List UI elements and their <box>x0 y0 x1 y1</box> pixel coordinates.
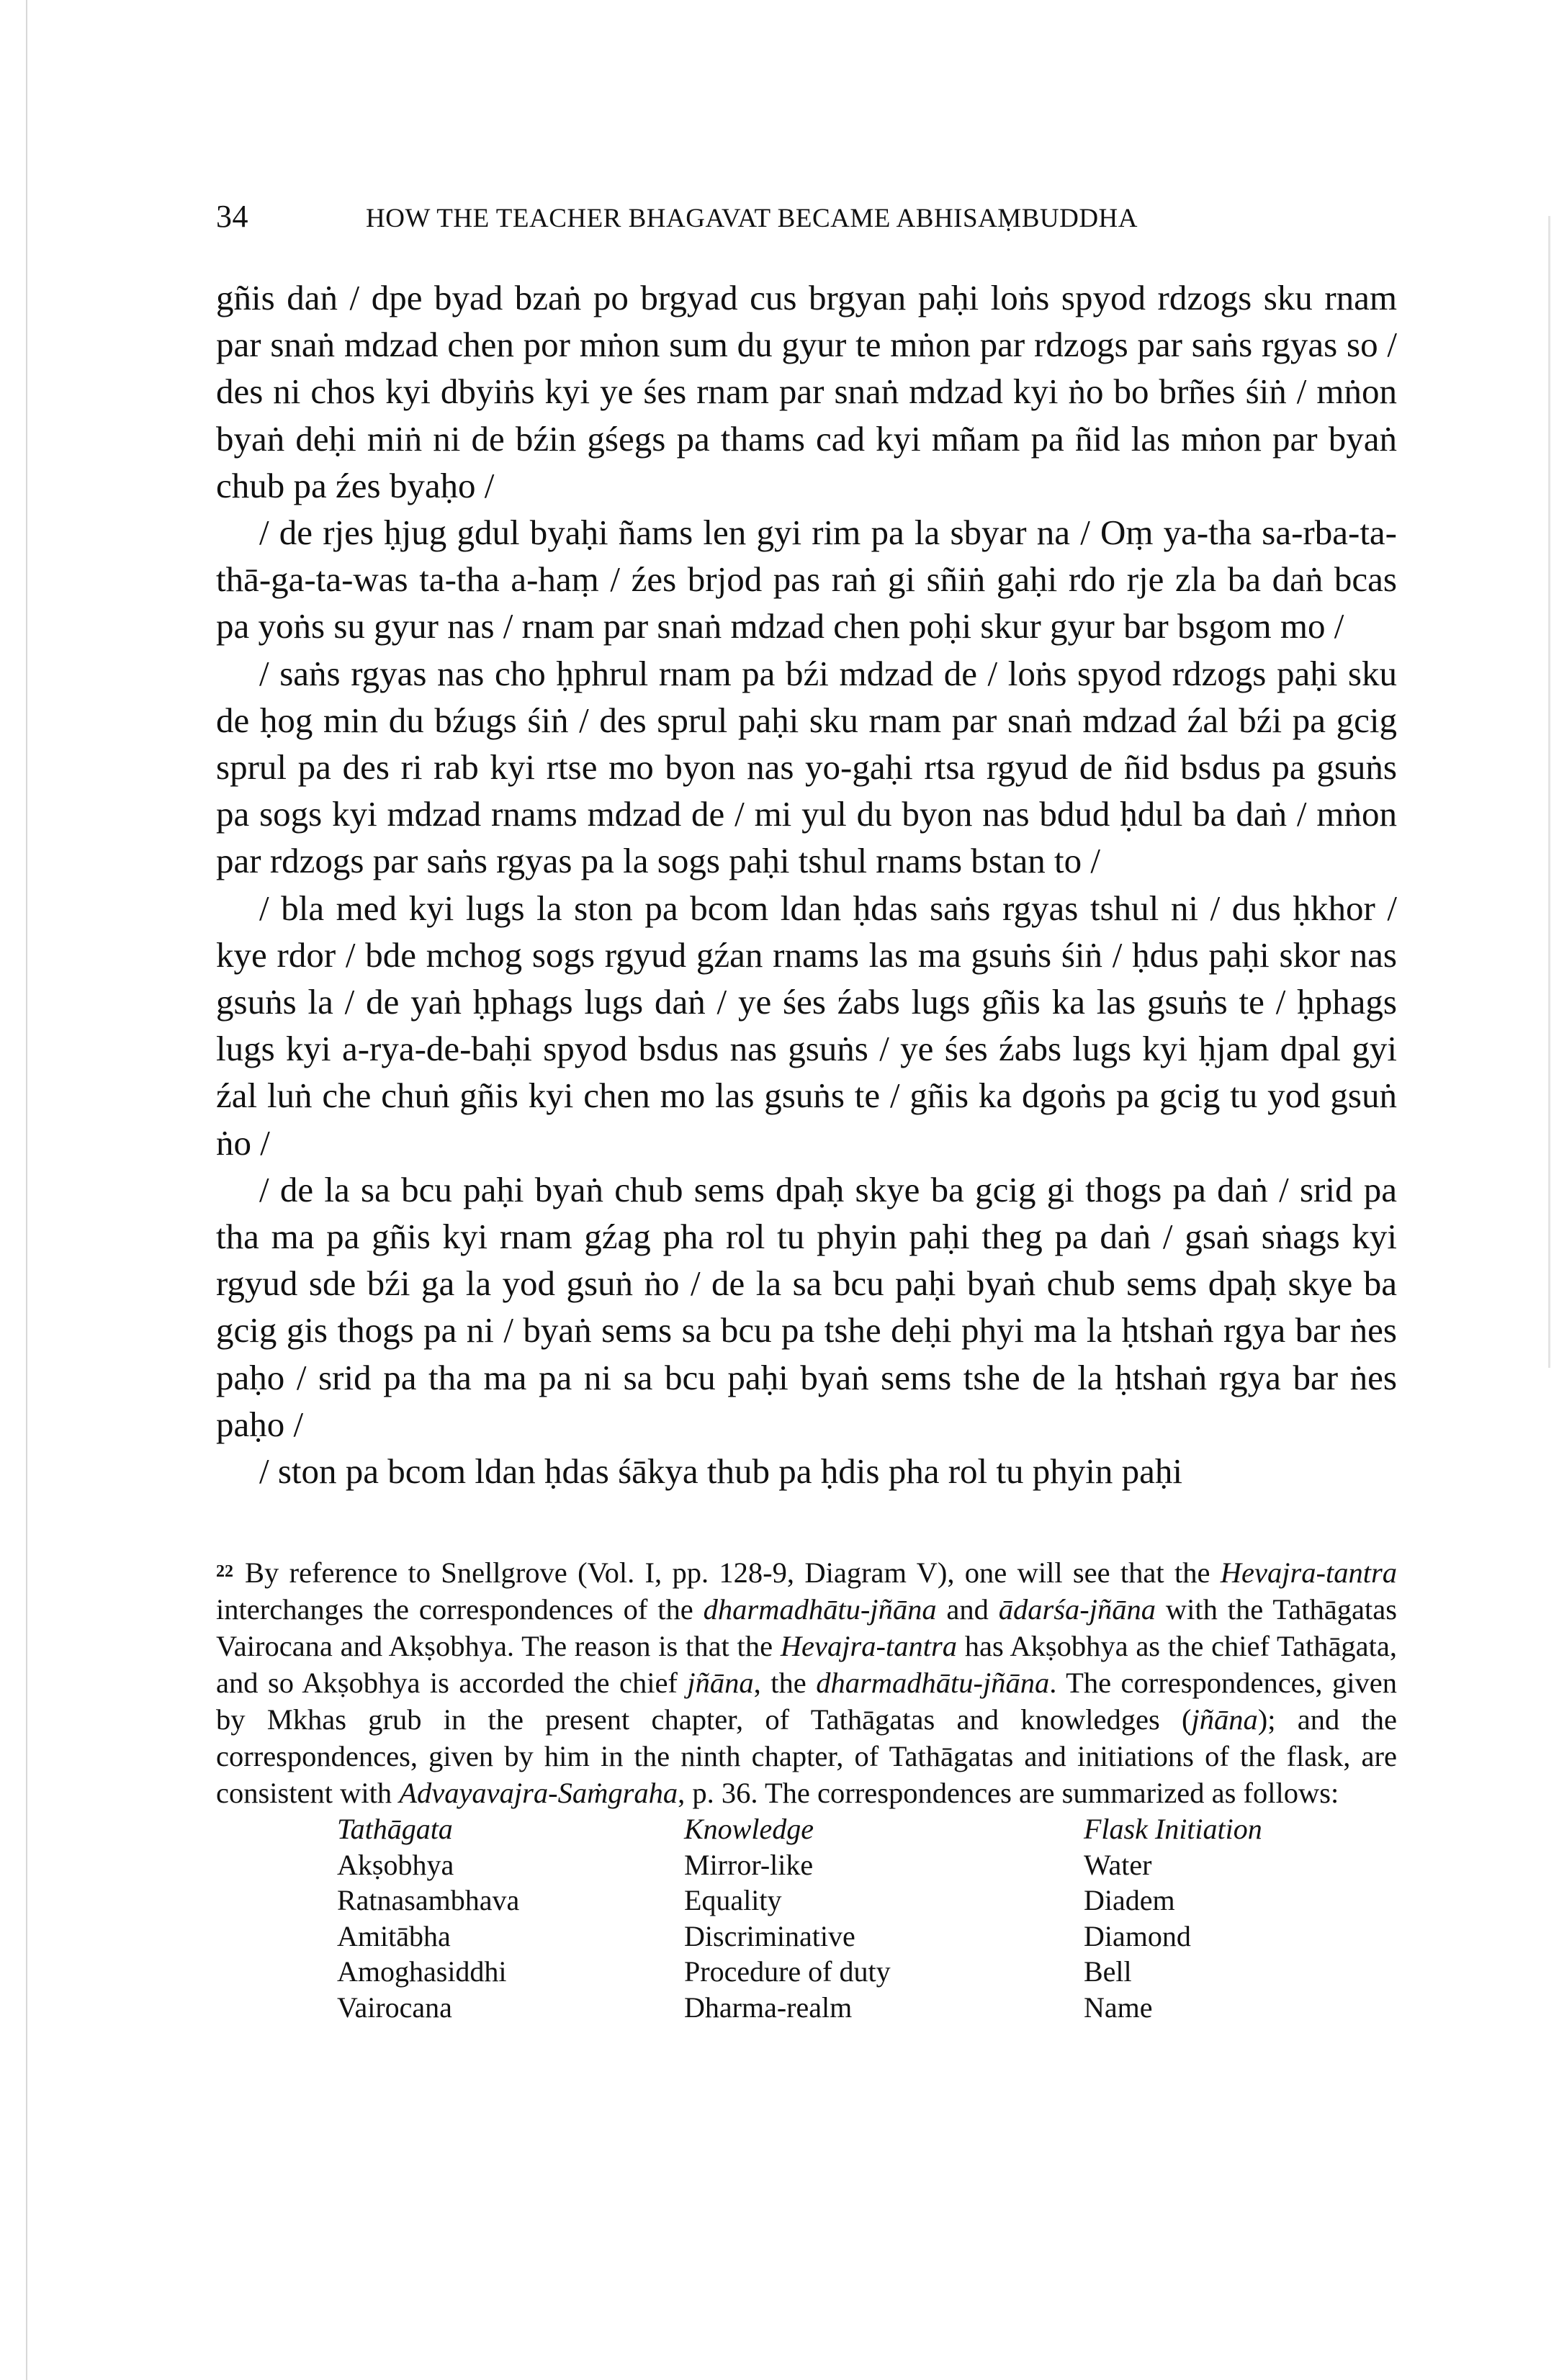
table-cell: Bell <box>1084 1955 1132 1988</box>
footnote-italic: dharmadhātu-jñāna <box>816 1667 1050 1700</box>
paragraph: / saṅs rgyas nas cho ḥphrul rnam pa bźi mdzad de / loṅs spyod rdzogs paḥi sku de ḥog min du bźugs śiṅ / des sprul paḥi sku rnam par snaṅ mdzad źal bźi pa gcig sprul pa des ri rab kyi rtse mo byon nas yo-gaḥi rtsa rgyud de ñid bsdus pa gsuṅs pa sogs kyi mdzad rnams mdzad de / mi yul du byon nas bdud ḥdul ba daṅ / mṅon par rdzogs par saṅs rgyas pa la sogs paḥi tshul rnams bstan to / <box>216 653 1397 881</box>
footnote-marker: 22 <box>216 1562 233 1582</box>
table-cell: Name <box>1084 1991 1153 2024</box>
table-cell: Procedure of duty <box>684 1955 891 1988</box>
footnote-text: ); and the correspondences, given by him in the ninth chapter, of Tathāgatas and initiations of the flask, are consistent with <box>216 1703 1397 1810</box>
page <box>216 198 1397 2025</box>
table-cell: Amitābha <box>337 1919 451 1952</box>
running-head-title: HOW THE TEACHER BHAGAVAT BECAME ABHISAṂBUDDHA <box>366 204 1138 233</box>
table-cell: Diamond <box>1084 1919 1191 1952</box>
running-head <box>216 198 1397 248</box>
body-text <box>216 274 1397 1495</box>
footnote-italic: ādarśa-jñāna <box>998 1593 1156 1626</box>
paragraph: gñis daṅ / dpe byad bzaṅ po brgyad cus brgyan paḥi loṅs spyod rdzogs sku rnam par snaṅ mdzad chen por mṅon sum du gyur te mṅon par rdzogs par saṅs rgyas so / des ni chos kyi dbyiṅs kyi ye śes rnam par snaṅ mdzad kyi ṅo bo brñes śiṅ / mṅon byaṅ deḥi miṅ ni de bźin gśegs pa thams cad kyi mñam pa ñid las mṅon par byaṅ chub pa źes byaḥo / <box>216 278 1397 505</box>
table-cell: Diadem <box>1084 1884 1175 1917</box>
table-header-row <box>337 1811 1386 1847</box>
footnote-text: and <box>936 1593 999 1626</box>
table-cell: Akṣobhya <box>337 1848 454 1881</box>
footnote-text: with the Tathāgatas Vairocana and Akṣobhya. The reason is that the <box>216 1593 1397 1663</box>
table-cell: Amoghasiddhi <box>337 1955 507 1988</box>
paragraph: / bla med kyi lugs la ston pa bcom ldan ḥdas saṅs rgyas tshul ni / dus ḥkhor / kye rdor / bde mchog sogs rgyud gźan rnams las ma gsuṅs śiṅ / ḥdus paḥi skor nas gsuṅs la / de yaṅ ḥphags lugs daṅ / ye śes źabs lugs gñis ka las gsuṅs te / ḥphags lugs kyi a-rya-de-baḥi spyod bsdus nas gsuṅs / ye śes źabs lugs kyi ḥjam dpal gyi źal luṅ che chuṅ gñis kyi chen mo las gsuṅs te / gñis ka dgoṅs pa gcig tu yod gsuṅ ṅo / <box>216 888 1397 1163</box>
paragraph: / ston pa bcom ldan ḥdas śākya thub pa ḥdis pha rol tu phyin paḥi <box>259 1451 1182 1492</box>
table-cell: Water <box>1084 1848 1152 1881</box>
table-cell: Ratnasambhava <box>337 1884 520 1917</box>
table-row <box>337 1919 1386 1955</box>
header-tathagata: Tathāgata <box>337 1813 453 1846</box>
footnote-text: has Akṣobhya as the chief Tathāgata, and so Akṣobhya is accorded the chief <box>216 1630 1397 1700</box>
correspondence-table <box>337 1811 1386 2025</box>
footnote-text: . The correspondences, given by Mkhas grub in the present chapter, of Tathāgatas and knowledges ( <box>216 1667 1397 1736</box>
table-cell: Vairocana <box>337 1991 452 2024</box>
table-row <box>337 1990 1386 2026</box>
table-cell: Mirror-like <box>684 1848 814 1881</box>
table-row <box>337 1883 1386 1919</box>
paragraph: / de la sa bcu paḥi byaṅ chub sems dpaḥ skye ba gcig gi thogs pa daṅ / srid pa tha ma pa gñis kyi rnam gźag pha rol tu phyin paḥi theg pa daṅ / gsaṅ sṅags kyi rgyud sde bźi ga la yod gsuṅ ṅo / de la sa bcu paḥi byaṅ chub sems dpaḥ skye ba gcig gis thogs pa ni / byaṅ sems sa bcu pa tshe deḥi phyi ma la ḥtshaṅ rgya bar ṅes paḥo / srid pa tha ma pa ni sa bcu paḥi byaṅ sems tshe de la ḥtshaṅ rgya bar ṅes paḥo / <box>216 1169 1397 1444</box>
footnote-text: , the <box>753 1667 817 1700</box>
footnote-italic: Advayavajra-Saṁgraha <box>399 1777 678 1810</box>
footnote-italic: jñāna <box>1191 1703 1258 1736</box>
footnote-italic: dharmadhātu-jñāna <box>703 1593 937 1626</box>
footnote-italic: jñāna <box>687 1667 754 1700</box>
scan-edge-left <box>26 0 27 2380</box>
footnote-text: By reference to Snellgrove (Vol. I, pp. 128-9, Diagram V), one will see that the <box>245 1556 1221 1590</box>
footnote-italic: Hevajra-tantra <box>1220 1556 1397 1590</box>
table-cell: Discriminative <box>684 1919 855 1952</box>
table-row <box>337 1954 1386 1990</box>
footnote-italic: Hevajra-tantra <box>780 1630 958 1663</box>
footnote-text: , p. 36. The correspondences are summarized as follows: <box>678 1777 1339 1810</box>
table-row <box>337 1847 1386 1883</box>
footnote-text: interchanges the correspondences of the <box>216 1593 704 1626</box>
header-flask-initiation: Flask Initiation <box>1084 1813 1262 1846</box>
table-cell: Equality <box>684 1884 782 1917</box>
paragraph: / de rjes ḥjug gdul byaḥi ñams len gyi rim pa la sbyar na / Oṃ ya-tha sa-rba-ta-thā-ga-ta-was ta-tha a-haṃ / źes brjod pas raṅ gi sñiṅ gaḥi rdo rje zla ba daṅ bcas pa yoṅs su gyur nas / rnam par snaṅ mdzad chen poḥi skur gyur bar bsgom mo / <box>216 513 1397 646</box>
page-number: 34 <box>216 199 248 234</box>
footnote-22 <box>216 1554 1397 1811</box>
header-knowledge: Knowledge <box>684 1813 814 1846</box>
scan-edge-right <box>1548 216 1550 1368</box>
table-cell: Dharma-realm <box>684 1991 853 2024</box>
